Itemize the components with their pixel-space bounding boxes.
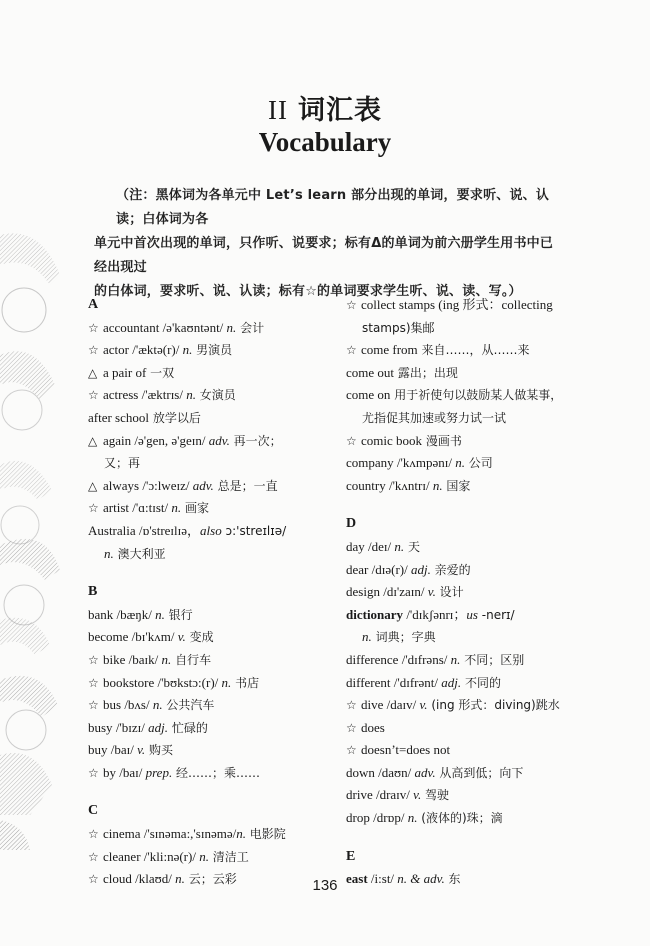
headword: drive [346,787,373,803]
headword: comic book [361,432,423,448]
vocab-entry [88,717,338,740]
vocab-entry [346,475,616,498]
note-line-3: 的白体词，要求听、说、认读；标有☆的单词要求学生听、说、读、写。） [94,284,522,299]
pronunciation: /'kʌmpənɪ/ [393,455,456,471]
star-marker-icon: ☆ [88,872,99,887]
vocab-entry [88,317,338,340]
vocab-entry [346,717,616,740]
headword: down [346,764,375,780]
pronunciation: (ing 形式：collecting [435,297,553,312]
vocab-entry [88,694,338,717]
vocab-entry [346,339,616,362]
star-marker-icon: ☆ [346,298,357,312]
chinese-meaning: 电影院 [245,827,286,842]
headword: dive [361,697,384,713]
vocab-entry [88,604,338,627]
vocab-entry [346,559,616,582]
headword: bike [103,651,126,667]
vocab-entry [346,694,616,717]
part-of-speech: n. [104,545,114,561]
chinese-meaning: 自行车 [171,652,212,667]
pronunciation: /daʊn/ [374,764,415,780]
letter-heading-b: B [88,584,98,600]
chinese-meaning: 变成 [185,630,214,645]
vocab-entry [88,846,338,869]
vocab-entry [346,739,616,762]
entries-c-continued [346,294,616,497]
chinese-meaning: 经……；乘…… [172,765,261,780]
vocab-entry [346,649,616,672]
pronunciation: /klaʊd/ [131,871,176,887]
star-marker-icon: ☆ [88,343,99,358]
chinese-meaning: 画家 [181,501,209,516]
chinese-meaning: 来自……，从……来 [417,343,530,358]
chinese-meaning: 公司 [464,456,493,471]
star-marker-icon: ☆ [346,743,357,758]
part-of-speech: n. & adv. [397,871,445,887]
entries-b [88,604,338,785]
headword: bus [103,697,122,713]
part-of-speech: n. [171,500,182,516]
pronunciation: /ɒ'streɪlɪə， [135,522,201,538]
part-of-speech: also [200,522,222,538]
part-of-speech: n. [221,674,232,690]
pronunciation: /'bʊkstɔ:(r)/ [154,674,222,690]
vocab-entry [346,362,616,385]
headword: doesn’t=does not [361,742,451,758]
vocab-entry-continuation [346,626,616,649]
pronunciation: /bɪ'kʌm/ [128,629,178,645]
part-of-speech: prep. [145,764,173,780]
vocab-entry [88,649,338,672]
chinese-meaning: 公共汽车 [162,698,215,713]
continuation-text: 词典；字典 [371,630,436,645]
chinese-meaning: 设计 [435,585,464,600]
vocab-entry-continuation [346,317,616,340]
entries-a [88,317,338,566]
part-of-speech: n. [175,871,185,887]
star-marker-icon: ☆ [346,343,357,358]
vocab-entry [346,581,616,604]
headword: after school [88,409,150,425]
star-marker-icon: ☆ [88,827,99,842]
part-of-speech: n. [186,387,196,403]
vocab-entry [88,823,338,846]
vocab-column-right [346,294,616,891]
continuation-text: 又；再 [104,456,141,471]
pronunciation: /draɪv/ [372,787,414,803]
vocab-entry [346,762,616,785]
vocab-entry-continuation [88,543,338,566]
headword: difference [346,651,399,667]
vocab-entry [88,475,338,498]
chinese-meaning: 用于祈使句以鼓励某人做某事， [390,388,563,403]
vocab-entry [88,739,338,762]
part-of-speech: v. [419,697,428,713]
pronunciation: /'ɔ:lweɪz/ [139,477,193,493]
part-of-speech: n. [455,455,465,471]
vocab-entry [88,762,338,785]
vocab-entry [346,672,616,695]
headword: drop [346,810,370,826]
triangle-marker-icon: △ [88,365,98,380]
headword: again [103,432,132,448]
pronunciation: /'dɪfrənt/ [390,674,442,690]
page-number: 136 [312,877,338,894]
headword: dear [346,561,369,577]
triangle-marker-icon: △ [88,433,98,448]
part-of-speech: adv. [208,432,230,448]
chinese-meaning: -nerɪ/ [477,607,515,622]
part-of-speech: n. [432,477,443,493]
star-marker-icon: ☆ [88,849,99,864]
part-of-speech: n. [152,697,163,713]
headword: become [88,629,129,645]
headword: buy [88,742,108,758]
vocab-entry [88,362,338,385]
chinese-meaning: 国家 [442,478,471,493]
part-of-speech: n. [155,606,165,622]
headword: by [103,764,116,780]
letter-heading-a: A [88,297,99,312]
note-line-2: 单元中首次出现的单词，只作听、说要求；标有Δ的单词为前六册学生用书中已经出现过 [94,236,554,275]
headword: a pair of [103,364,147,380]
chinese-meaning: 银行 [164,607,193,622]
star-marker-icon: ☆ [346,698,357,713]
headword: cleaner [103,848,141,864]
letter-heading-c: C [88,803,99,819]
part-of-speech: us [466,606,478,622]
headword: cinema [103,826,141,842]
pronunciation: /baɪ/ [116,764,146,780]
chinese-meaning: 东 [444,872,461,887]
star-marker-icon: ☆ [346,720,357,735]
vocab-entry-continuation [88,452,338,475]
chinese-meaning: 一双 [146,365,175,380]
pronunciation: /ə'kaʊntənt/ [159,319,227,335]
part-of-speech: n. [182,342,193,358]
pronunciation: /bæŋk/ [113,606,156,622]
headword: collect stamps [361,297,436,312]
chinese-meaning: 不同；区别 [460,652,525,667]
headword: accountant [103,319,160,335]
vocab-entry [346,294,616,317]
headword: bank [88,606,114,622]
headword: come out [346,364,395,380]
chinese-meaning: 云；云彩 [184,872,237,887]
star-marker-icon: ☆ [88,765,99,780]
vocab-entry [346,430,616,453]
headword: busy [88,719,113,735]
pronunciation: /'dɪfrəns/ [398,651,451,667]
part-of-speech: n. [226,319,237,335]
star-marker-icon: ☆ [346,433,357,448]
vocab-entry [88,497,338,520]
chinese-meaning: 书店 [231,675,260,690]
part-of-speech: n. [407,810,418,826]
pronunciation: /daɪv/ [383,697,420,713]
chinese-meaning: 总是；一直 [213,478,278,493]
chinese-meaning: 不同的 [461,675,501,690]
continuation-text: 尤指促其加速或努力试一试 [362,410,507,425]
pronunciation: /'ɑ:tɪst/ [129,500,172,516]
part-of-speech: v. [413,787,422,803]
star-marker-icon: ☆ [88,675,99,690]
pronunciation: /'æktrɪs/ [138,387,187,403]
headword: day [346,538,365,554]
note-line-1: （注：黑体词为各单元中 Let’s learn 部分出现的单词，要求听、说、认读；白体词为各 [116,188,550,227]
vocab-entry [346,604,616,627]
headword: always [103,477,140,493]
vocab-entry [346,807,616,830]
pronunciation: /baɪk/ [125,651,162,667]
headword: dictionary [346,606,404,622]
chinese-meaning: (液体的)珠；滴 [417,811,503,826]
pronunciation: /'kli:nə(r)/ [140,848,200,864]
chinese-meaning: 驾驶 [421,788,450,803]
continuation-text: 澳大利亚 [113,546,166,561]
part-of-speech: adj. [148,719,168,735]
pronunciation: /baɪ/ [107,742,138,758]
chinese-meaning: 再一次； [229,433,282,448]
part-of-speech: adj. [441,674,462,690]
part-of-speech: adv. [414,764,436,780]
headword: Australia [88,522,136,538]
page-title-english: Vocabulary [258,127,392,157]
pronunciation: /drɒp/ [369,810,408,826]
pronunciation: /dɪə(r)/ [368,561,411,577]
star-marker-icon: ☆ [88,652,99,667]
chinese-meaning: 女演员 [195,388,236,403]
headword: different [346,674,391,690]
triangle-marker-icon: △ [88,478,98,493]
part-of-speech: n. [394,538,405,554]
vocab-entry [346,384,616,407]
chinese-meaning: ɔ:'streɪlɪə/ [221,523,287,538]
star-marker-icon: ☆ [88,388,99,403]
chinese-meaning: 忙碌的 [168,720,208,735]
chinese-meaning: 漫画书 [422,433,462,448]
headword: country [346,477,386,493]
pronunciation: /'bɪzɪ/ [112,719,149,735]
headword: come from [361,342,418,358]
headword: actor [103,342,129,358]
star-marker-icon: ☆ [88,320,99,335]
part-of-speech: adj. [410,561,431,577]
chinese-meaning: 露出；出现 [394,365,458,380]
continuation-text: stamps)集邮 [362,320,435,335]
part-of-speech: n. [450,651,461,667]
pronunciation: /'sɪnəma:,'sɪnəmə/ [140,826,237,842]
part-of-speech: n. [199,848,209,864]
vocab-entry [88,407,338,430]
cartoon-children-illustration [0,225,62,925]
vocab-entry [88,430,338,453]
star-marker-icon: ☆ [88,698,99,713]
title-cn-text: 词汇表 [297,95,382,126]
part-of-speech: v. [427,584,436,600]
vocab-column-left [88,294,338,891]
vocab-entry [346,536,616,559]
letter-heading-d: D [346,516,357,532]
letter-heading-e: E [346,848,356,864]
vocab-entry [346,784,616,807]
usage-note [94,184,564,304]
chinese-meaning: 放学以后 [149,410,201,425]
part-of-speech: adv. [192,477,214,493]
headword: east [346,871,368,887]
headword: bookstore [103,674,155,690]
headword: design [346,584,380,600]
part-of-speech: n. [362,629,372,645]
chinese-meaning: (ing 形式：diving)跳水 [427,698,560,713]
chinese-meaning: 从高到低；向下 [435,765,524,780]
vocab-entry [88,626,338,649]
pronunciation: /i:st/ [367,871,398,887]
vocab-entry [88,339,338,362]
chinese-meaning: 购买 [145,743,173,758]
headword: artist [103,500,129,516]
pronunciation: /ə'gen, ə'geɪn/ [131,432,209,448]
pronunciation: /'kʌntrɪ/ [385,477,433,493]
headword: come on [346,387,391,403]
headword: company [346,455,394,471]
pronunciation: /'æktə(r)/ [128,342,183,358]
pronunciation: /bʌs/ [121,697,153,713]
vocab-entry [88,520,338,543]
pronunciation: /'dɪkʃənrɪ； [403,606,467,622]
vocab-entry-continuation [346,407,616,430]
headword: cloud [103,871,132,887]
page-title-chinese [0,88,650,127]
chinese-meaning: 亲爱的 [430,562,471,577]
vocab-entry [346,452,616,475]
part-of-speech: v. [177,629,186,645]
chinese-meaning: 天 [404,539,420,554]
pronunciation: /deɪ/ [364,538,395,554]
chinese-meaning: 会计 [236,320,265,335]
headword: actress [103,387,139,403]
section-numeral: II [268,95,288,125]
chinese-meaning: 清洁工 [208,849,249,864]
part-of-speech: n. [236,826,246,842]
star-marker-icon: ☆ [88,501,99,516]
chinese-meaning: 男演员 [192,343,233,358]
vocab-entry [88,672,338,695]
vocab-entry [88,384,338,407]
part-of-speech: n. [161,651,172,667]
part-of-speech: v. [137,742,146,758]
entries-d [346,536,616,830]
pronunciation: /dɪ'zaɪn/ [379,584,428,600]
headword: does [361,719,385,735]
